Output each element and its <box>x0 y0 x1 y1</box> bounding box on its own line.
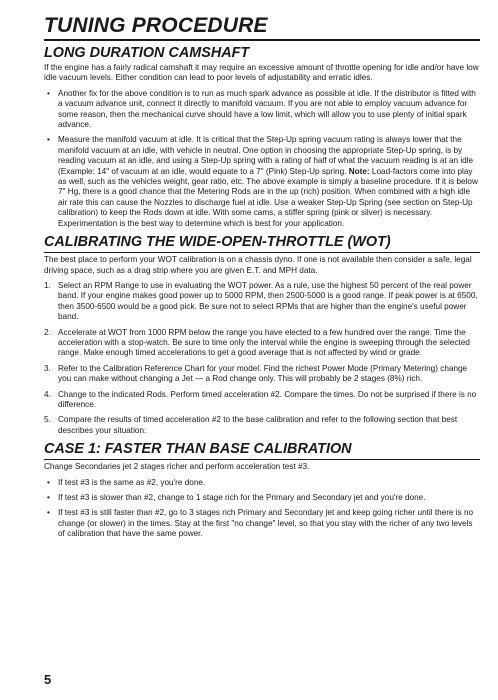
section-intro: If the engine has a fairly radical camshaft it may require an excessive amount of throttle opening for idle and/or have low idle vacuum levels. Either condition can lead to poor levels of adjustability and erratic idles. <box>44 63 479 83</box>
numbered-item <box>44 363 480 385</box>
numbered-list <box>44 281 480 436</box>
bullet-glyph: • <box>47 477 50 487</box>
bullet-item <box>47 88 480 131</box>
section-intro: The best place to perform your WOT calibration is on a chassis dyno. If one is not available then consider a safe, legal driving space, such as a drag strip where you are given E.T. and MPH data. <box>44 255 472 275</box>
numbered-item <box>44 415 480 436</box>
item-text: Change to the indicated Rods. Perform timed acceleration #2. Compare the times. Do not be surprised if there is no difference. <box>58 389 477 409</box>
page-number: 5 <box>44 672 52 687</box>
bullet-glyph: • <box>47 508 50 518</box>
numbered-item <box>44 389 480 411</box>
item-text: Refer to the Calibration Reference Chart for your model. Find the richest Power Mode (Primary Metering) change you can make without changing a Jet — a Rod change only. This will probably be 2 stages (8%) rich. <box>58 363 468 384</box>
bullet-text: If test #3 is still faster than #2, go to 3 stages rich Primary and Secondary jet and keep going richer until there is no change (or slower) in the times. Stay at the first "no change" level, so that you stay with the richer of any two levels of calibration that have the same power. <box>58 508 474 539</box>
page-title: TUNING PROCEDURE <box>44 14 268 37</box>
title-divider <box>44 39 480 41</box>
item-number: 2. <box>44 327 51 337</box>
bullet-item <box>47 135 480 229</box>
bullet-item <box>47 508 480 539</box>
numbered-item <box>44 327 480 359</box>
item-number: 3. <box>44 363 51 373</box>
item-text: Accelerate at WOT from 1000 RPM below the range you have elected to a few hundred over the range. Time the acceleration with a stop-watch. Be sure to time only the interval while the engine is sweeping through the selected range. Make enough timed accelerations to get a good average that is not affected by wind or grade. <box>58 327 470 358</box>
item-text: Select an RPM Range to use in evaluating the WOT power. As a rule, use the highest 50 percent of the real power band. If your engine makes good power up to 5000 RPM, then 2500-5000 is a good range. If peak power is at 6500, then 3500-6500 would be a good pick. Be sure not to select RPMs that are higher than the engine's useful power band. <box>58 280 478 322</box>
bullet-text: If test #3 is slower than #2, change to 1 stage rich for the Primary and Secondary jet and you're done. <box>58 493 426 502</box>
item-number: 5. <box>44 415 51 425</box>
bullet-list <box>44 478 480 540</box>
section-divider <box>44 252 480 253</box>
bullet-text: Measure the manifold vacuum at idle. It is critical that the Step-Up spring vacuum rating is always lower that the manifold vacuum at an idle, with vehicle in neutral. One option in choosing the appropriate Step-Up spring, is by reading vacuum at an idle, and using a Step-Up spring with a rating of half of what the vacuum reading is at an idle (Example: 14" of vacuum at an idle, would equate to a 7" (Pink) Step-Up spring. <box>58 135 474 176</box>
section-heading-case-1: CASE 1: FASTER THAN BASE CALIBRATION <box>44 441 352 458</box>
bullet-glyph: • <box>47 493 50 502</box>
bullet-item <box>47 493 480 503</box>
bullet-text-continued: Load-factors come into play as well, such as the vehicles weight, gear ratio, etc. The above example is simply a baseline procedure. If it is below 7" Hg, there is a good chance that the Metering Rods are in the up (rich) position. When combined with a high idle air rate this can cause the Nozzles to discharge fuel at idle. Use a weaker Step-Up Spring (see section on Step-Up calibration) to keep the Rods down at idle. With some cams, a stiffer spring (pink or silver) is necessary. Experimentation is the best way to determine which is best for your application. <box>58 166 478 228</box>
bullet-glyph: • <box>47 88 50 98</box>
bullet-text: If test #3 is the same as #2, you're done. <box>58 477 206 487</box>
note-label: Note: <box>348 166 370 176</box>
bullet-text: Another fix for the above condition is to run as much spark advance as possible at idle. If the distributor is fitted with a vacuum advance unit, connect it directly to manifold vacuum. If you are not able to employ vacuum advance for some reason, then the mechanical curve should have a low limit, which will allow you to use plenty of initial spark advance. <box>58 88 476 130</box>
section-intro: Change Secondaries jet 2 stages richer and perform acceleration test #3. <box>44 462 310 472</box>
item-number: 1. <box>44 280 51 290</box>
bullet-item <box>47 477 480 488</box>
section-heading-wot: CALIBRATING THE WIDE-OPEN-THROTTLE (WOT) <box>44 234 391 251</box>
numbered-item <box>44 280 480 323</box>
section-divider <box>44 459 480 460</box>
bullet-list <box>44 89 480 229</box>
item-number: 4. <box>44 389 51 399</box>
bullet-glyph: • <box>47 135 50 145</box>
section-heading-long-duration-camshaft: LONG DURATION CAMSHAFT <box>44 45 250 61</box>
item-text: Compare the results of timed acceleration #2 to the base calibration and refer to the following section that best describes your situation: <box>58 415 458 435</box>
